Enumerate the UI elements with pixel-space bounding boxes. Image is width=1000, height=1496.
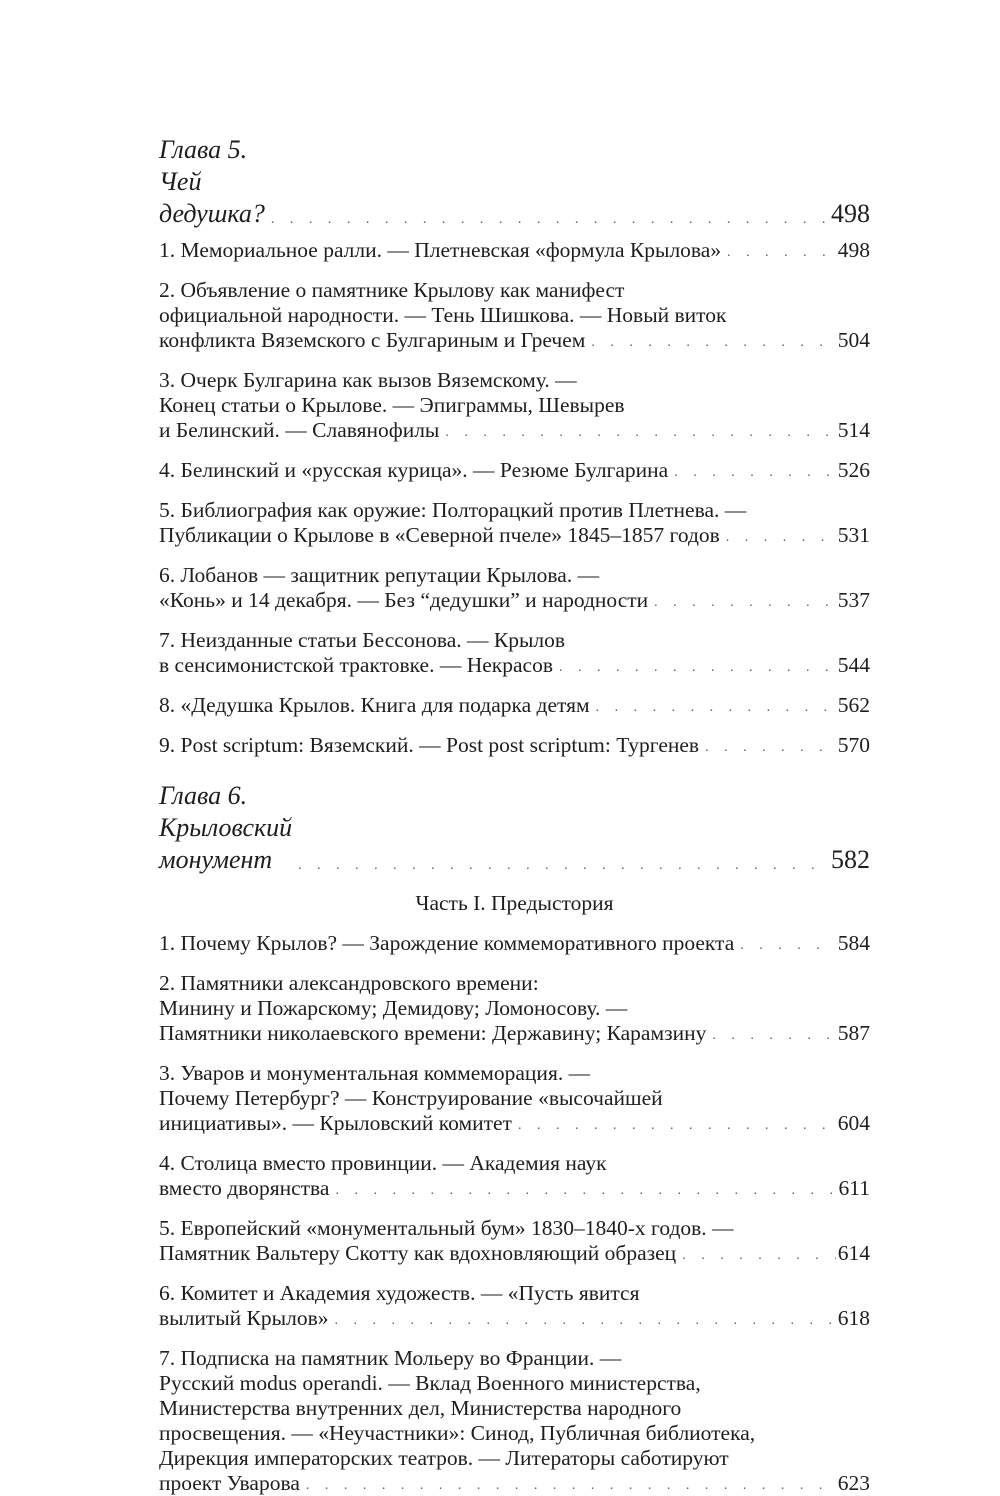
entry-last-line [159, 328, 870, 353]
dot-leader [727, 243, 836, 263]
page-number: 614 [837, 1241, 870, 1265]
entry-line: Публикации о Крылове в «Северной пчеле» 1845–1857 годов [159, 523, 720, 547]
entry-line: «Конь» и 14 декабря. — Без “дедушки” и народности [159, 588, 649, 612]
dot-leader [306, 1476, 836, 1496]
entry-last-line [159, 1111, 870, 1136]
page-number: 498 [831, 199, 870, 228]
entry-line: Памятник Вальтеру Скотту как вдохновляющий образец [159, 1241, 677, 1265]
entry-line: конфликта Вяземского с Булгариным и Гречем [159, 328, 586, 352]
entry-line: инициативы». — Крыловский комитет [159, 1111, 512, 1135]
entry-line: Русский modus operandi. — Вклад Военного министерства, [159, 1371, 701, 1395]
chapter-5-entries [159, 238, 870, 758]
entry-line: 2. Памятники александровского времени: [159, 971, 539, 995]
page-number: 570 [837, 733, 870, 757]
dot-leader [726, 528, 836, 548]
entry-line: 5. Библиография как оружие: Полторацкий против Плетнева. — [159, 498, 747, 522]
entry-line: Дирекция императорских театров. — Литераторы саботируют [159, 1446, 729, 1470]
dot-leader [591, 333, 835, 353]
entry-line: вместо дворянства [159, 1176, 330, 1200]
toc-entry[interactable] [159, 278, 870, 353]
entry-line: 5. Европейский «монументальный бум» 1830–1840-х годов. — [159, 1216, 734, 1240]
entry-line: Почему Петербург? — Конструирование «высочайшей [159, 1086, 663, 1110]
toc-entry[interactable] [159, 931, 870, 956]
entry-line: 4. Столица вместо провинции. — Академия наук [159, 1151, 607, 1175]
dot-leader [740, 936, 836, 956]
entry-line: 3. Уваров и монументальная коммеморация. — [159, 1061, 591, 1085]
dot-leader [271, 210, 829, 230]
entry-last-line [159, 693, 870, 718]
dot-leader [298, 856, 829, 876]
toc-entry[interactable] [159, 1346, 870, 1496]
page-number: 531 [837, 523, 870, 547]
page-number: 537 [837, 588, 870, 612]
toc-entry[interactable] [159, 1216, 870, 1266]
page-number: 623 [837, 1471, 870, 1495]
page-number: 498 [837, 238, 870, 262]
entry-last-line [159, 931, 870, 956]
toc-entry[interactable] [159, 238, 870, 263]
chapter-title: Глава 6. Крыловский монумент [159, 781, 293, 874]
entry-line: официальной народности. — Тень Шишкова. — Новый виток [159, 303, 727, 327]
entry-line: 6. Лобанов — защитник репутации Крылова. — [159, 563, 600, 587]
entry-line: 9. Post scriptum: Вяземский. — Post post scriptum: Тургенев [159, 733, 700, 757]
toc-entry[interactable] [159, 1061, 870, 1136]
entry-line: 8. «Дедушка Крылов. Книга для подарка детям [159, 693, 590, 717]
entry-last-line [159, 418, 870, 443]
toc-entry[interactable] [159, 693, 870, 718]
entry-last-line [159, 238, 870, 263]
dot-leader [518, 1116, 836, 1136]
entry-line: Минину и Пожарскому; Демидову; Ломоносову. — [159, 996, 628, 1020]
entry-last-line [159, 1021, 870, 1046]
table-of-contents [159, 134, 870, 1496]
page-number: 504 [837, 328, 870, 352]
entry-line: 2. Объявление о памятнике Крылову как манифест [159, 278, 625, 302]
entry-line: 1. Почему Крылов? — Зарождение коммеморативного проекта [159, 931, 735, 955]
page-number: 544 [837, 653, 870, 677]
entry-last-line [159, 588, 870, 613]
entry-line: 1. Мемориальное ралли. — Плетневская «формула Крылова» [159, 238, 722, 262]
entry-line: в сенсимонистской трактовке. — Некрасов [159, 653, 553, 677]
entry-last-line [159, 733, 870, 758]
entry-line: и Белинский. — Славянофилы [159, 418, 440, 442]
dot-leader [335, 1181, 836, 1201]
page-number: 604 [837, 1111, 870, 1135]
dot-leader [705, 738, 836, 758]
dot-leader [682, 1246, 836, 1266]
chapter-title: Глава 5. Чей дедушка? [159, 135, 265, 228]
dot-leader [334, 1311, 835, 1331]
entry-line: Конец статьи о Крылове. — Эпиграммы, Шевырев [159, 393, 625, 417]
page-number: 611 [838, 1176, 870, 1200]
toc-entry[interactable] [159, 368, 870, 443]
entry-line: Министерства внутренних дел, Министерства народного [159, 1396, 682, 1420]
entry-line: вылитый Крылов» [159, 1306, 329, 1330]
toc-entry[interactable] [159, 1151, 870, 1201]
dot-leader [559, 658, 836, 678]
page-number: 582 [831, 845, 870, 874]
toc-entry[interactable] [159, 971, 870, 1046]
dot-leader [712, 1026, 835, 1046]
chapter-5-heading[interactable] [159, 134, 870, 230]
entry-last-line [159, 1176, 870, 1201]
page-number: 514 [837, 418, 870, 442]
entry-last-line [159, 458, 870, 483]
chapter-6-entries [159, 931, 870, 1496]
entry-last-line [159, 1306, 870, 1331]
entry-line: 4. Белинский и «русская курица». — Резюме Булгарина [159, 458, 669, 482]
entry-last-line [159, 653, 870, 678]
entry-line: просвещения. — «Неучастники»: Синод, Публичная библиотека, [159, 1421, 756, 1445]
toc-entry[interactable] [159, 498, 870, 548]
page-number: 587 [837, 1021, 870, 1045]
dot-leader [596, 698, 836, 718]
entry-line: 6. Комитет и Академия художеств. — «Пусть явится [159, 1281, 640, 1305]
entry-line: Памятники николаевского времени: Державину; Карамзину [159, 1021, 707, 1045]
entry-line: 7. Подписка на памятник Мольеру во Франции. — [159, 1346, 622, 1370]
page-number: 526 [837, 458, 870, 482]
page-number: 562 [837, 693, 870, 717]
entry-line: 7. Неизданные статьи Бессонова. — Крылов [159, 628, 566, 652]
toc-entry[interactable] [159, 458, 870, 483]
dot-leader [445, 423, 835, 443]
page-number: 618 [837, 1306, 870, 1330]
entry-last-line [159, 523, 870, 548]
entry-line: 3. Очерк Булгарина как вызов Вяземскому. — [159, 368, 577, 392]
entry-line: проект Уварова [159, 1471, 300, 1495]
chapter-6-heading[interactable] [159, 780, 870, 876]
entry-last-line [159, 1241, 870, 1266]
toc-entry[interactable] [159, 628, 870, 678]
toc-entry[interactable] [159, 563, 870, 613]
toc-entry[interactable] [159, 1281, 870, 1331]
dot-leader [654, 593, 836, 613]
page-number: 584 [837, 931, 870, 955]
toc-entry[interactable] [159, 733, 870, 758]
dot-leader [674, 463, 836, 483]
part-heading: Часть I. Предыстория [415, 891, 614, 915]
entry-last-line [159, 1471, 870, 1496]
